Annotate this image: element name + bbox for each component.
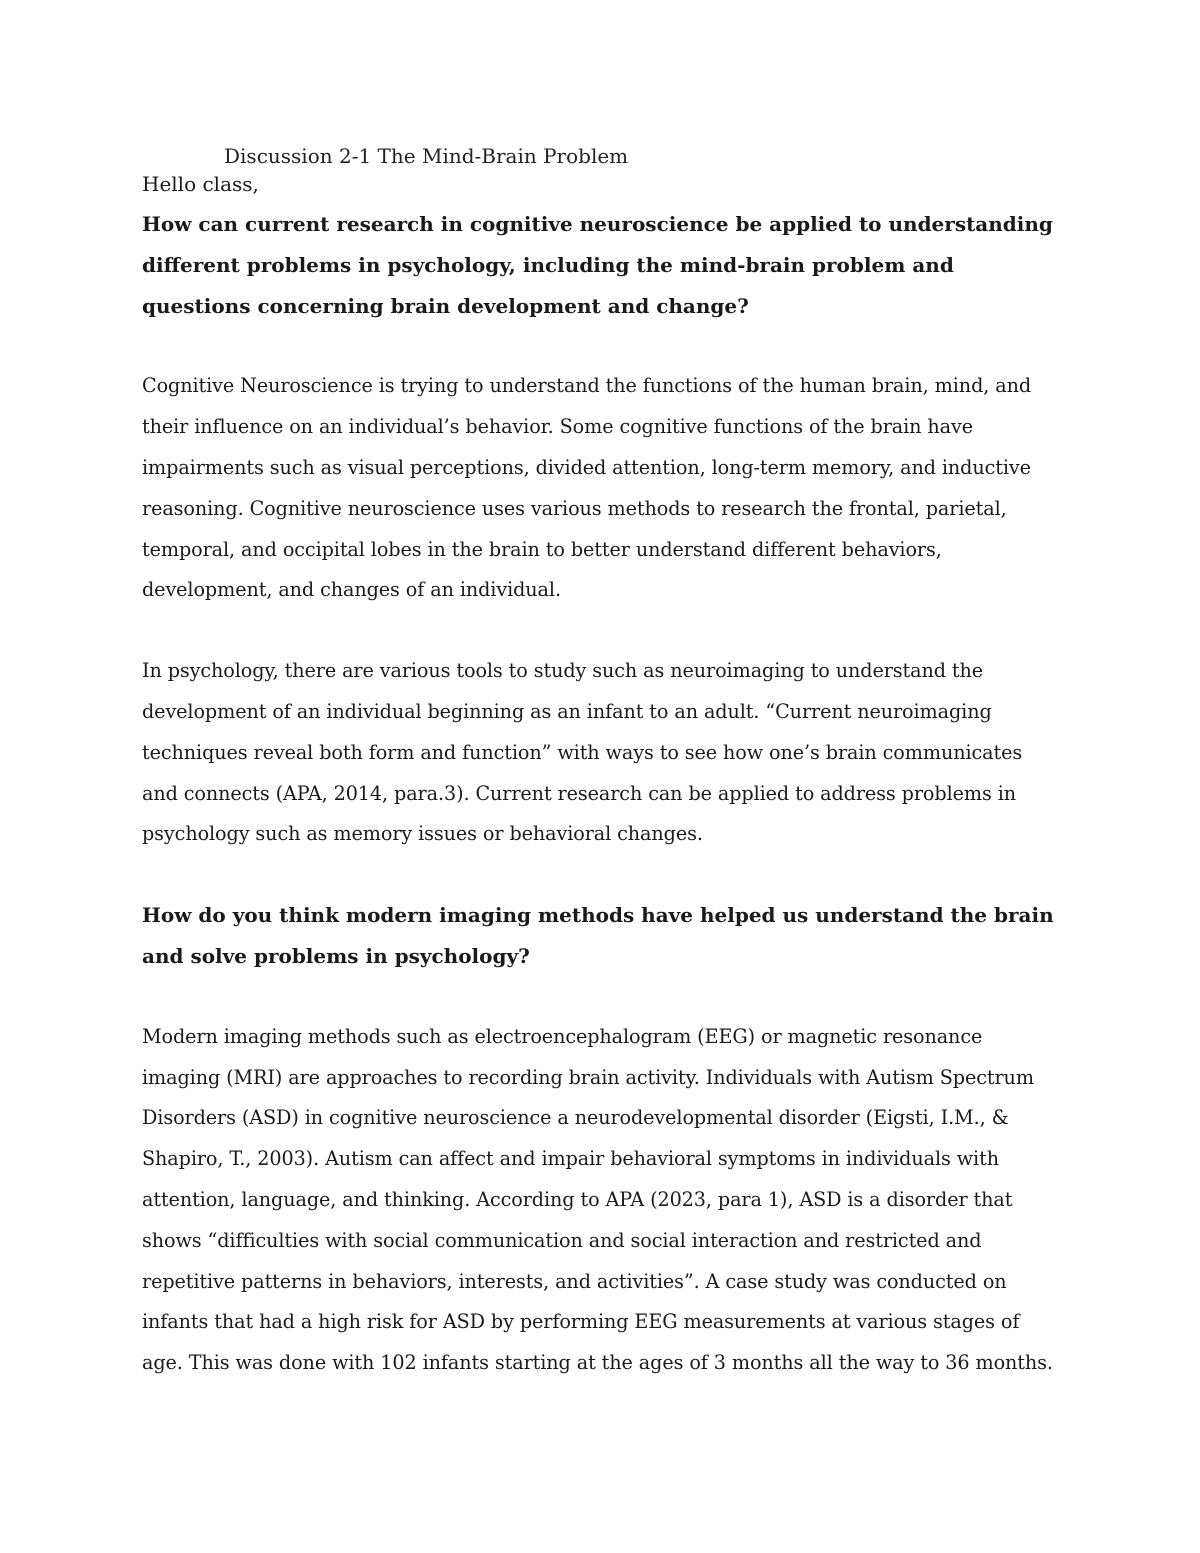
paragraph-spacer <box>142 855 1060 895</box>
discussion-question-2: How do you think modern imaging methods have helped us understand the brain and solve problems in psychology? <box>142 903 1054 968</box>
paragraph-spacer <box>142 611 1060 651</box>
greeting-line: Hello class, <box>142 172 259 196</box>
document-title: Discussion 2-1 The Mind-Brain Problem <box>224 144 629 168</box>
answer-paragraph-2: In psychology, there are various tools to study such as neuroimaging to understand the development of an individual beginning as an infant to an adult. “Current neuroimaging techniques reveal both form and function” with ways to see how one’s brain communicates and connects (APA, 2014, para.3). Current research can be applied to address problems in psychology such as memory issues or behavioral changes. <box>142 659 1023 846</box>
paragraph-spacer <box>142 977 1060 1017</box>
answer-paragraph-1: Cognitive Neuroscience is trying to understand the functions of the human brain, mind, and their influence on an individual’s behavior. Some cognitive functions of the brain have impairments such as visual perceptions, divided attention, long-term memory, and inductive reasoning. Cognitive neuroscience uses various methods to research the frontal, parietal, temporal, and occipital lobes in the brain to better understand different behaviors, development, and changes of an individual. <box>142 374 1032 602</box>
document-body <box>142 142 1060 1384</box>
answer-paragraph-3: Modern imaging methods such as electroencephalogram (EEG) or magnetic resonance imaging (MRI) are approaches to recording brain activity. Individuals with Autism Spectrum Disorders (ASD) in cognitive neuroscience a neurodevelopmental disorder (Eigsti, I.M., & Shapiro, T., 2003). Autism can affect and impair behavioral symptoms in individuals with attention, language, and thinking. According to APA (2023, para 1), ASD is a disorder that shows “difficulties with social communication and social interaction and restricted and repetitive patterns in behaviors, interests, and activities”. A case study was conducted on infants that had a high risk for ASD by performing EEG measurements at various stages of age. This was done with 102 infants starting at the ages of 3 months all the way to 36 months. <box>142 1024 1053 1375</box>
paragraph-spacer <box>142 326 1060 366</box>
discussion-question-1: How can current research in cognitive neuroscience be applied to understanding different problems in psychology, including the mind-brain problem and questions concerning brain development and change? <box>142 212 1053 318</box>
